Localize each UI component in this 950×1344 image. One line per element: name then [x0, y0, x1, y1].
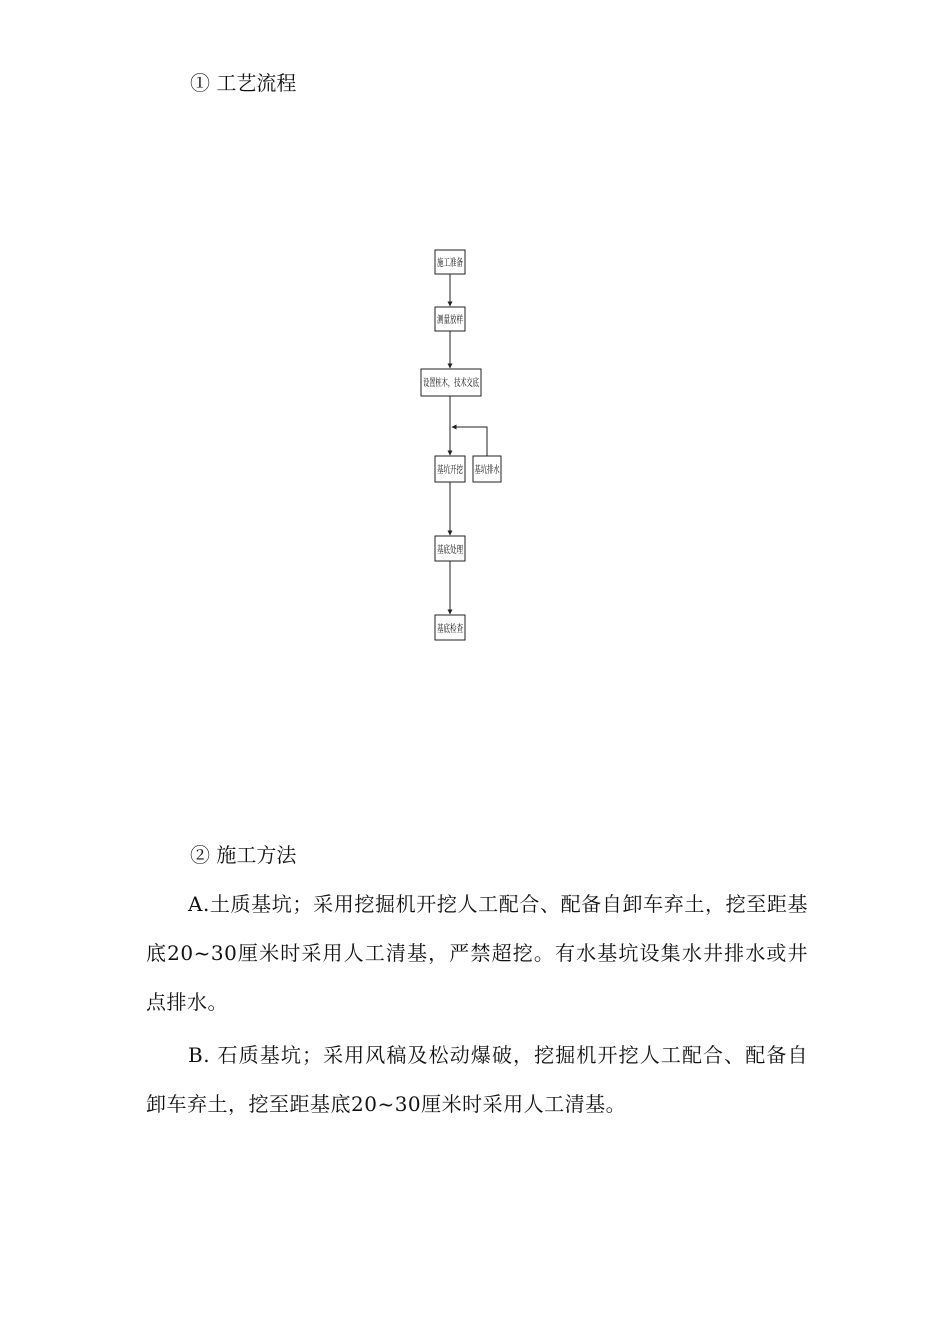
flow-step-base-inspection [435, 615, 477, 640]
svg-text:基底检查: 基底检查 [437, 624, 477, 635]
svg-text:基底处理: 基底处理 [437, 545, 477, 556]
paragraph-rock-pit: B. 石质基坑；采用风稿及松动爆破，挖掘机开挖人工配合、配备自卸车弃土，挖至距基底20~30厘米时采用人工清基。 [146, 1043, 808, 1116]
flow-step-construction-prep [435, 250, 477, 274]
section-heading-process-flow: ① 工艺流程 [190, 71, 297, 95]
flow-step-base-treatment [435, 536, 477, 561]
flow-step-stakes-briefing [421, 369, 513, 396]
flow-step-survey-layout [435, 307, 477, 331]
flow-step-pit-excavation [435, 456, 477, 482]
section-heading-construction-method: ② 施工方法 [190, 843, 297, 867]
svg-text:基坑开挖: 基坑开挖 [437, 465, 477, 476]
paragraph-soil-pit: A.土质基坑；采用挖掘机开挖人工配合、配备自卸车弃土，挖至距基底20~30厘米时采用人工清基，严禁超挖。有水基坑设集水井排水或井点排水。 [146, 892, 808, 1014]
svg-text:测量放样: 测量放样 [437, 315, 477, 326]
flow-side-step-pit-drainage [473, 456, 515, 482]
flow-arrow-drainage [452, 427, 487, 456]
svg-text:施工准备: 施工准备 [437, 258, 477, 269]
svg-text:基坑排水: 基坑排水 [474, 465, 515, 476]
svg-text:设置桩木，技术交底: 设置桩木，技术交底 [423, 378, 513, 389]
